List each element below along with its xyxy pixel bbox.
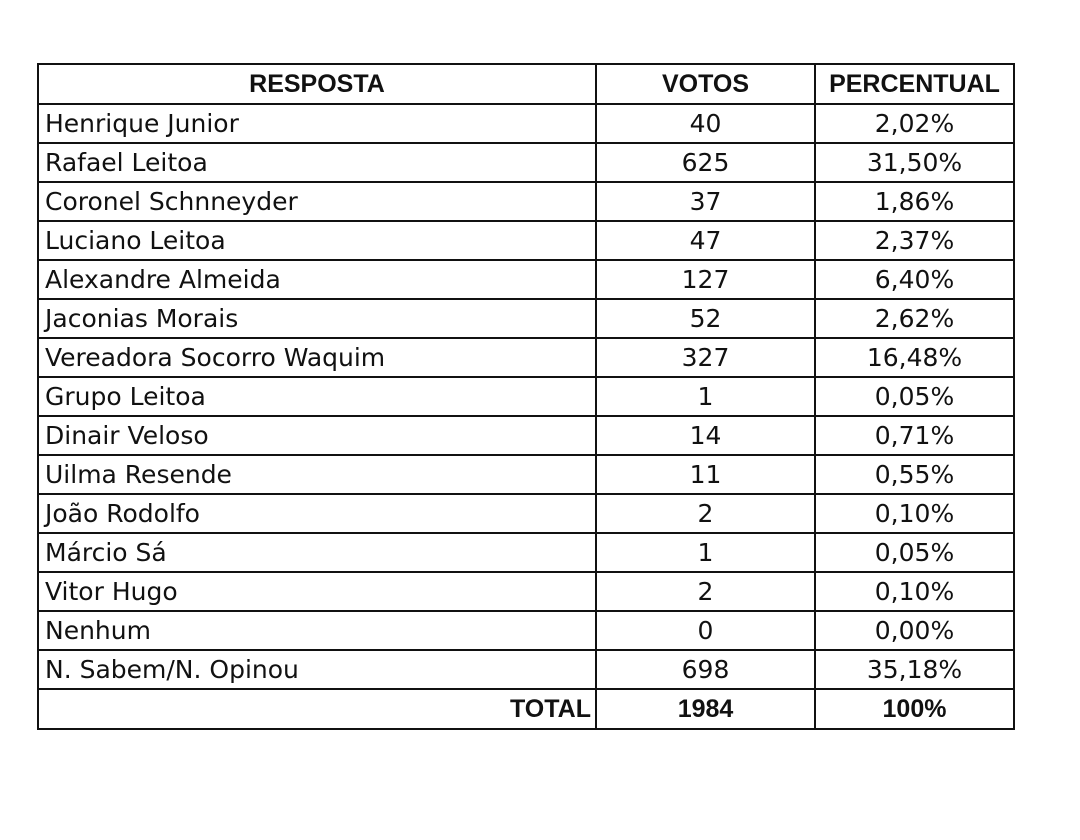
cell-resposta: N. Sabem/N. Opinou — [38, 650, 596, 689]
table-row — [38, 221, 1014, 260]
cell-percentual: 0,71% — [815, 416, 1014, 455]
cell-percentual: 2,37% — [815, 221, 1014, 260]
cell-votos: 52 — [596, 299, 815, 338]
table-row — [38, 611, 1014, 650]
cell-votos: 327 — [596, 338, 815, 377]
header-percentual: PERCENTUAL — [815, 64, 1014, 104]
cell-votos: 1 — [596, 533, 815, 572]
cell-resposta: Dinair Veloso — [38, 416, 596, 455]
cell-resposta: Luciano Leitoa — [38, 221, 596, 260]
cell-percentual: 6,40% — [815, 260, 1014, 299]
cell-resposta: Uilma Resende — [38, 455, 596, 494]
cell-percentual: 2,62% — [815, 299, 1014, 338]
table-row — [38, 338, 1014, 377]
table-row — [38, 143, 1014, 182]
cell-percentual: 0,55% — [815, 455, 1014, 494]
total-label: TOTAL — [38, 689, 596, 729]
table-row — [38, 533, 1014, 572]
cell-votos: 625 — [596, 143, 815, 182]
table-row — [38, 572, 1014, 611]
cell-percentual: 16,48% — [815, 338, 1014, 377]
cell-percentual: 31,50% — [815, 143, 1014, 182]
cell-percentual: 35,18% — [815, 650, 1014, 689]
table-row — [38, 182, 1014, 221]
total-percentual: 100% — [815, 689, 1014, 729]
cell-votos: 37 — [596, 182, 815, 221]
cell-percentual: 0,00% — [815, 611, 1014, 650]
cell-percentual: 2,02% — [815, 104, 1014, 143]
cell-percentual: 0,10% — [815, 572, 1014, 611]
table-header — [38, 64, 1014, 104]
cell-resposta: Jaconias Morais — [38, 299, 596, 338]
table-row — [38, 494, 1014, 533]
cell-resposta: Alexandre Almeida — [38, 260, 596, 299]
cell-percentual: 0,05% — [815, 377, 1014, 416]
cell-votos: 1 — [596, 377, 815, 416]
table-row — [38, 299, 1014, 338]
cell-votos: 11 — [596, 455, 815, 494]
cell-votos: 14 — [596, 416, 815, 455]
total-row — [38, 689, 1014, 729]
table-row — [38, 455, 1014, 494]
table-row — [38, 377, 1014, 416]
cell-resposta: Coronel Schnneyder — [38, 182, 596, 221]
cell-resposta: João Rodolfo — [38, 494, 596, 533]
cell-votos: 698 — [596, 650, 815, 689]
cell-percentual: 0,05% — [815, 533, 1014, 572]
table-row — [38, 416, 1014, 455]
table-body — [38, 104, 1014, 729]
cell-percentual: 1,86% — [815, 182, 1014, 221]
cell-votos: 2 — [596, 572, 815, 611]
cell-votos: 47 — [596, 221, 815, 260]
cell-votos: 0 — [596, 611, 815, 650]
cell-percentual: 0,10% — [815, 494, 1014, 533]
cell-resposta: Nenhum — [38, 611, 596, 650]
table-row — [38, 104, 1014, 143]
table-row — [38, 650, 1014, 689]
header-votos: VOTOS — [596, 64, 815, 104]
total-votos: 1984 — [596, 689, 815, 729]
cell-resposta: Vereadora Socorro Waquim — [38, 338, 596, 377]
cell-votos: 127 — [596, 260, 815, 299]
cell-resposta: Rafael Leitoa — [38, 143, 596, 182]
cell-resposta: Vitor Hugo — [38, 572, 596, 611]
header-row — [38, 64, 1014, 104]
header-resposta: RESPOSTA — [38, 64, 596, 104]
cell-resposta: Márcio Sá — [38, 533, 596, 572]
cell-resposta: Grupo Leitoa — [38, 377, 596, 416]
cell-votos: 40 — [596, 104, 815, 143]
cell-votos: 2 — [596, 494, 815, 533]
poll-results-table — [37, 63, 1015, 730]
table-row — [38, 260, 1014, 299]
cell-resposta: Henrique Junior — [38, 104, 596, 143]
